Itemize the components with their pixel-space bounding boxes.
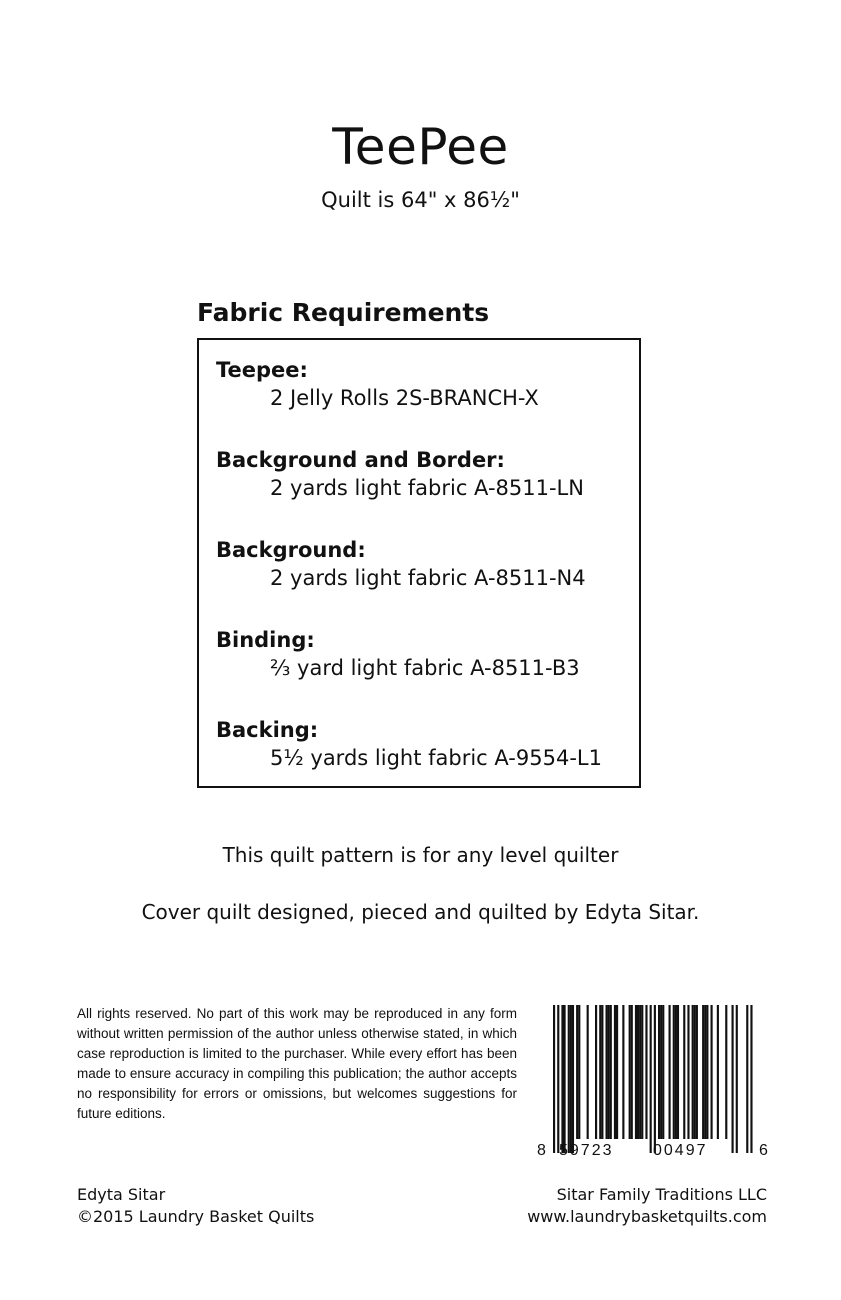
rights-notice: All rights reserved. No part of this work may be reproduced in any form without written permission of the author unless otherwise stated, in which case reproduction is limited to the purchaser. While every effort has been made to ensure accuracy in compiling this publication; the author accepts no responsibility for errors or omissions, but welcomes suggestions for future editions.: [77, 1006, 517, 1121]
quilt-size: Quilt is 64" x 86½": [321, 188, 520, 212]
barcode-bar: [553, 1005, 555, 1153]
barcode-bar: [673, 1005, 675, 1139]
barcode-bar: [564, 1005, 566, 1153]
barcode-bars: [553, 1005, 753, 1153]
website-link[interactable]: www.laundrybasketquilts.com: [527, 1207, 767, 1226]
barcode-bar: [614, 1005, 616, 1139]
barcode-bar: [606, 1005, 608, 1139]
barcode-bar: [706, 1005, 708, 1139]
barcode-bar: [677, 1005, 679, 1139]
barcode-bar: [660, 1005, 662, 1139]
requirement-background: [216, 536, 586, 592]
barcode-bar: [750, 1005, 752, 1153]
barcode-bar: [675, 1005, 677, 1139]
barcode-bar: [576, 1005, 578, 1139]
barcode-bar: [711, 1005, 713, 1139]
barcode-bar: [704, 1005, 706, 1139]
footer-left: [77, 1184, 314, 1228]
requirement-background-and-border: [216, 446, 584, 502]
barcode-bar: [599, 1005, 601, 1139]
requirement-teepee: [216, 356, 539, 412]
requirement-label: Background and Border:: [216, 448, 505, 472]
barcode-bar: [650, 1005, 652, 1153]
barcode-bar: [570, 1005, 572, 1153]
barcode-bar: [572, 1005, 574, 1153]
barcode-bar: [694, 1005, 696, 1139]
barcode-bar: [610, 1005, 612, 1139]
barcode-bar: [629, 1005, 631, 1139]
barcode-bar: [631, 1005, 633, 1139]
barcode-bar: [616, 1005, 618, 1139]
page-title: TeePee: [332, 118, 509, 176]
requirement-value: 2 yards light fabric A-8511-N4: [270, 566, 586, 590]
requirement-value: 5½ yards light fabric A-9554-L1: [270, 746, 602, 770]
barcode-bar: [561, 1005, 563, 1153]
publisher-name: Sitar Family Traditions LLC: [556, 1185, 767, 1204]
requirement-backing: [216, 716, 602, 772]
barcode-bar: [736, 1005, 738, 1153]
author-name: Edyta Sitar: [77, 1185, 166, 1204]
barcode-bar: [645, 1005, 647, 1139]
fabric-requirements-box: [197, 338, 641, 788]
requirement-label: Binding:: [216, 628, 315, 652]
barcode-first-digit: 8: [537, 1142, 546, 1159]
fabric-requirements-heading: Fabric Requirements: [197, 298, 490, 327]
barcode-bar: [654, 1005, 656, 1153]
barcode-bar: [608, 1005, 610, 1139]
requirement-binding: [216, 626, 580, 682]
barcode-bar: [601, 1005, 603, 1139]
barcode-right-digits: 00497: [653, 1142, 708, 1159]
barcode-bar: [669, 1005, 671, 1139]
barcode-bar: [635, 1005, 637, 1139]
barcode-bar: [696, 1005, 698, 1139]
barcode-bar: [639, 1005, 641, 1139]
barcode-bar: [637, 1005, 639, 1139]
level-note: This quilt pattern is for any level quilter: [222, 843, 619, 867]
barcode-bar: [692, 1005, 694, 1139]
footer-right: [527, 1184, 767, 1228]
barcode-bar: [578, 1005, 580, 1139]
barcode-bar: [725, 1005, 727, 1139]
barcode-check-digit: 6: [759, 1142, 768, 1159]
barcode-bar: [702, 1005, 704, 1139]
barcode-bar: [658, 1005, 660, 1139]
requirement-label: Background:: [216, 538, 366, 562]
credit-note: Cover quilt designed, pieced and quilted by Edyta Sitar.: [141, 900, 700, 924]
requirement-value: 2 yards light fabric A-8511-LN: [270, 476, 584, 500]
copyright: ©2015 Laundry Basket Quilts: [77, 1207, 315, 1226]
requirement-value: ⅔ yard light fabric A-8511-B3: [270, 656, 580, 680]
barcode-bar: [687, 1005, 689, 1139]
barcode-bar: [557, 1005, 559, 1153]
barcode-bar: [587, 1005, 589, 1139]
barcode-bar: [622, 1005, 624, 1139]
barcode-bar: [568, 1005, 570, 1153]
barcode-bar: [746, 1005, 748, 1153]
requirement-label: Teepee:: [216, 358, 308, 382]
barcode-bar: [662, 1005, 664, 1139]
barcode-bar: [595, 1005, 597, 1139]
barcode-bar: [641, 1005, 643, 1139]
barcode-left-digits: 59723: [559, 1142, 614, 1159]
barcode-bar: [732, 1005, 734, 1153]
requirement-value: 2 Jelly Rolls 2S-BRANCH-X: [270, 386, 539, 410]
requirement-label: Backing:: [216, 718, 319, 742]
barcode-bar: [717, 1005, 719, 1139]
barcode-bar: [683, 1005, 685, 1139]
barcode: [535, 1003, 775, 1163]
